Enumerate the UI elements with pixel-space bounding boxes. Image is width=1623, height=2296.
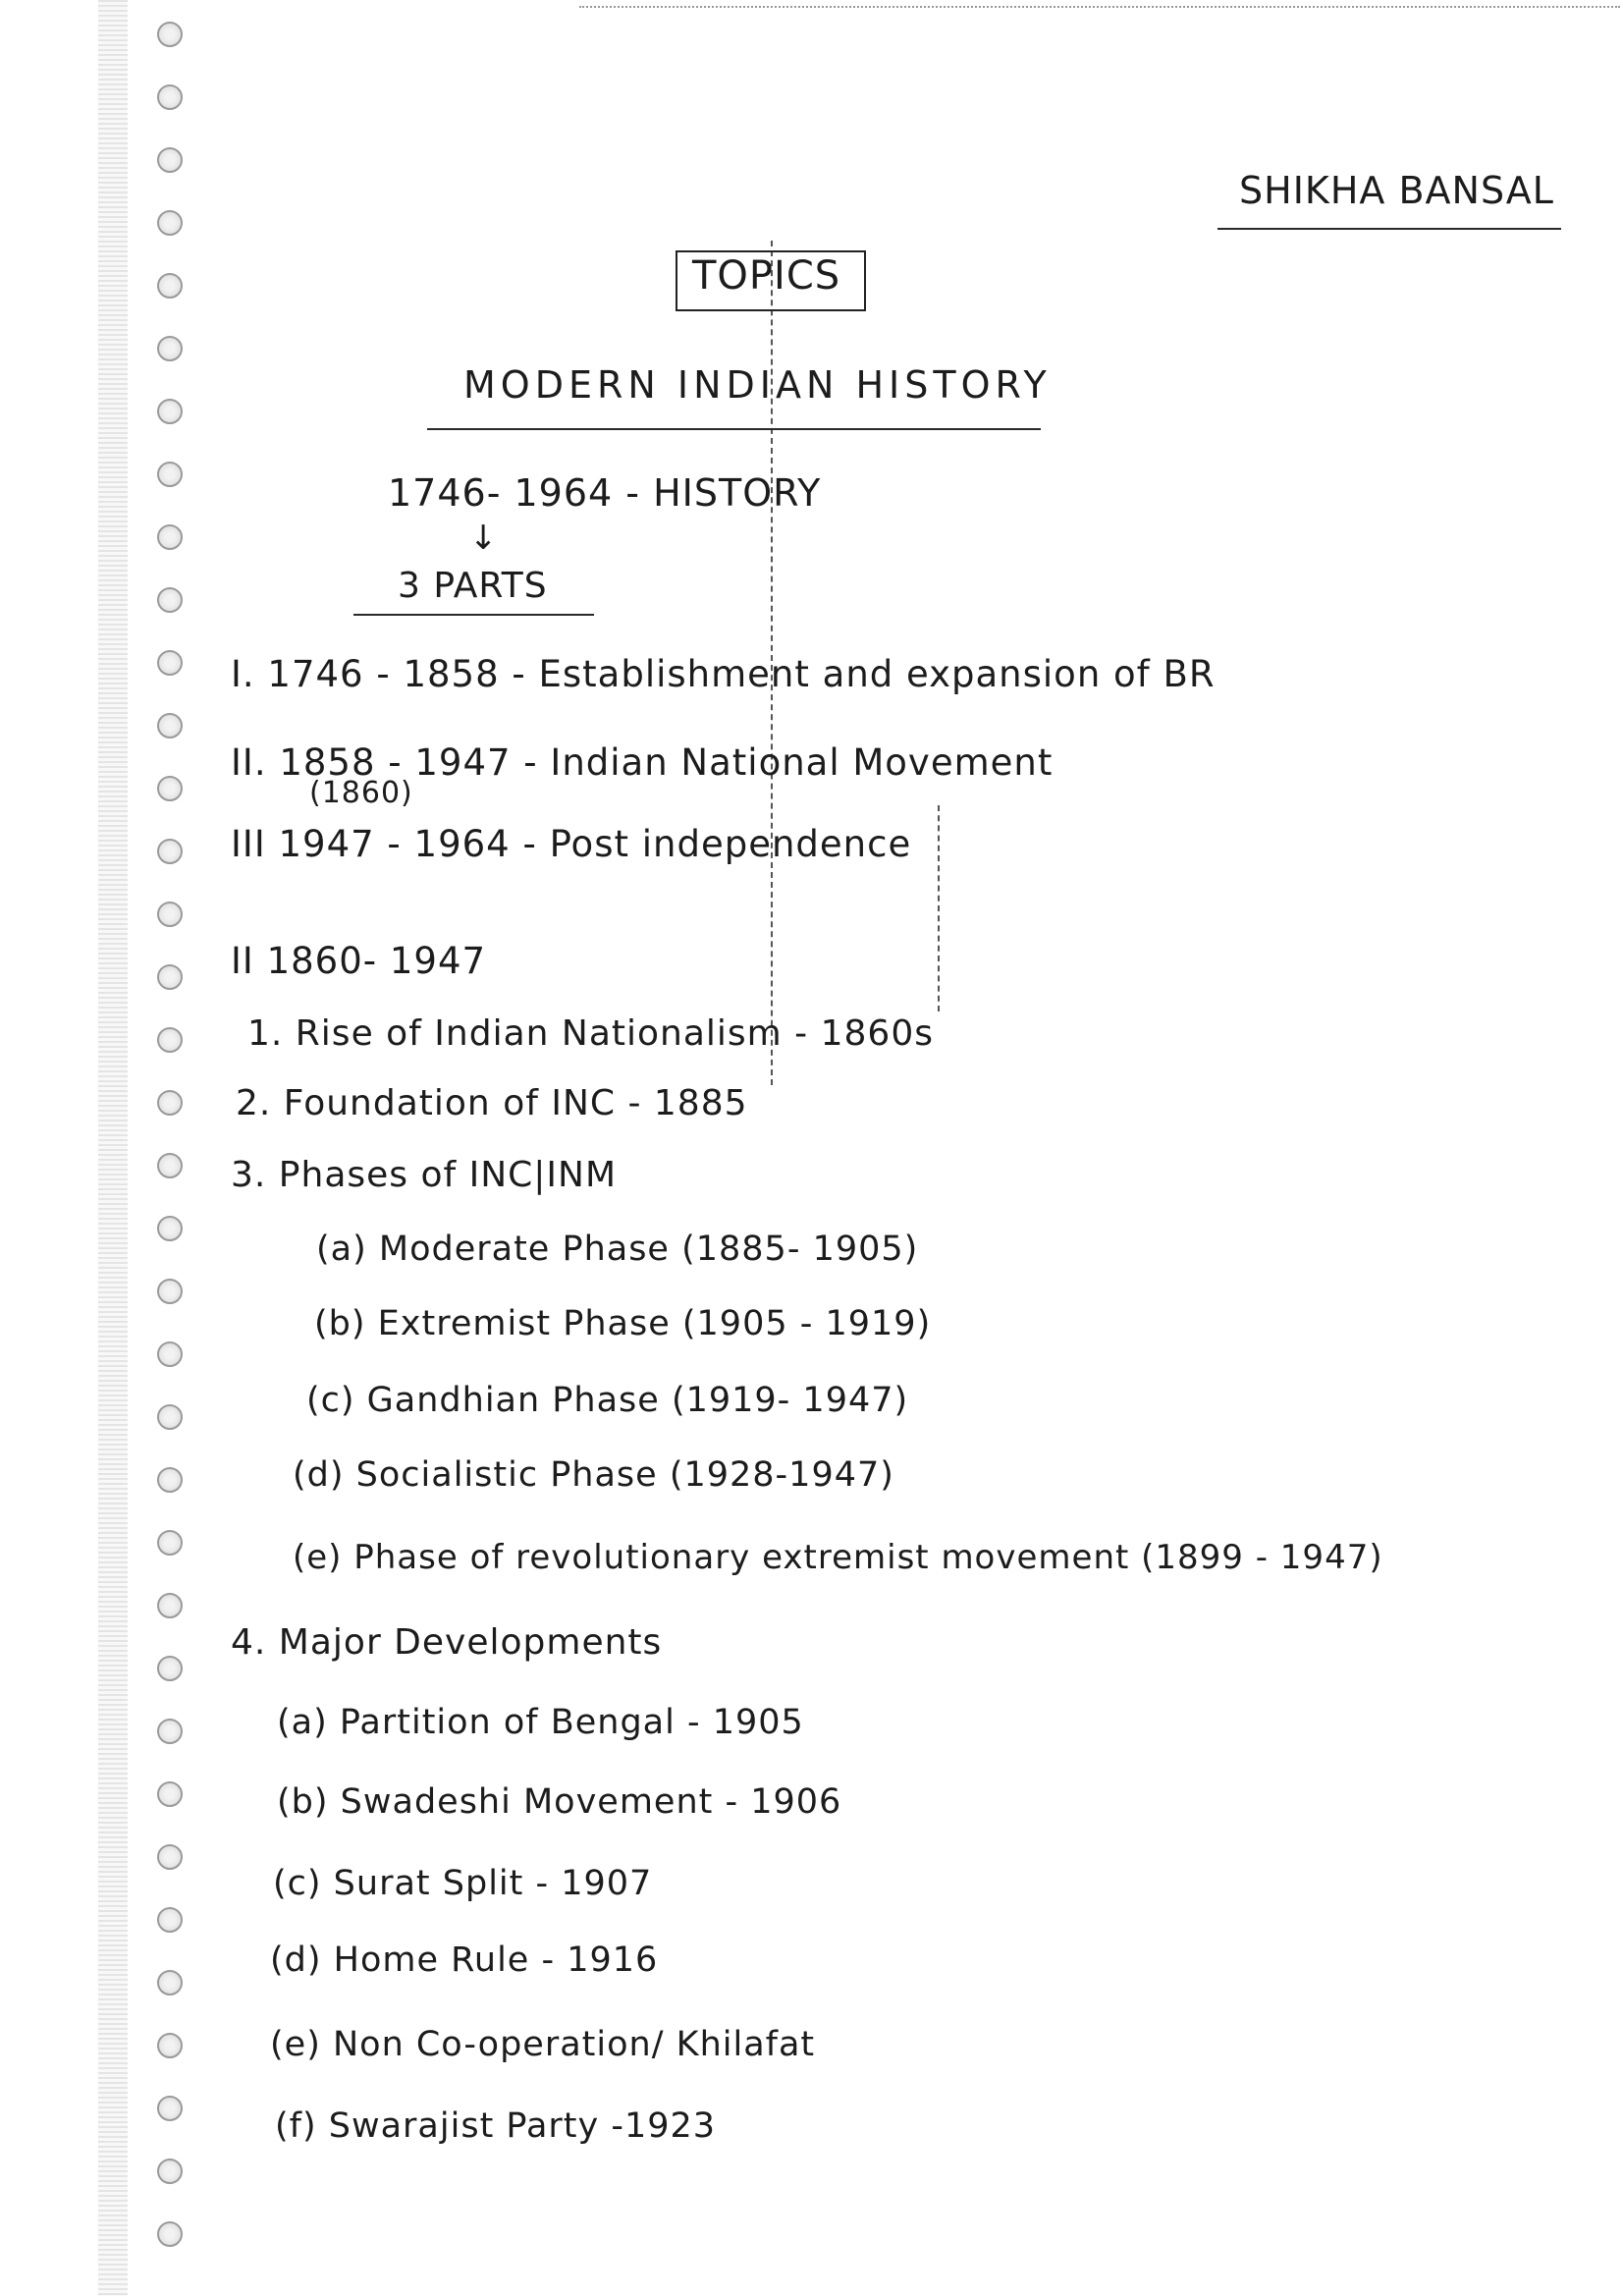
punch-hole xyxy=(157,1656,183,1681)
major-developments-title: 4. Major Developments xyxy=(231,1622,663,1663)
punch-hole xyxy=(157,84,183,110)
development-item: (d) Home Rule - 1916 xyxy=(270,1941,659,1980)
subject-title: MODERN INDIAN HISTORY xyxy=(463,363,1052,407)
phase-item: (d) Socialistic Phase (1928-1947) xyxy=(293,1455,894,1495)
period-line: I. 1746 - 1858 - Establishment and expansion of BR xyxy=(231,653,1216,695)
dashed-guide-line xyxy=(938,805,940,1011)
punch-hole xyxy=(157,2033,183,2058)
history-range: 1746- 1964 - HISTORY xyxy=(388,471,822,515)
top-edge-line xyxy=(579,6,1620,8)
punch-hole xyxy=(157,399,183,424)
development-item: (b) Swadeshi Movement - 1906 xyxy=(277,1782,842,1822)
list-item: 2. Foundation of INC - 1885 xyxy=(236,1083,748,1123)
punch-hole xyxy=(157,462,183,487)
punch-hole xyxy=(157,1341,183,1367)
punch-hole xyxy=(157,22,183,47)
development-item: (a) Partition of Bengal - 1905 xyxy=(277,1703,804,1742)
parts-underline xyxy=(353,614,594,616)
punch-hole xyxy=(157,1781,183,1807)
punch-hole xyxy=(157,1970,183,1995)
page-title: TOPICS xyxy=(692,253,841,299)
punch-hole xyxy=(157,776,183,801)
down-arrow-icon: ↓ xyxy=(469,519,499,558)
punch-hole xyxy=(157,1907,183,1933)
development-item: (e) Non Co-operation/ Khilafat xyxy=(270,2025,816,2064)
spiral-binding xyxy=(98,0,128,2296)
punch-hole xyxy=(157,1153,183,1178)
parts-label: 3 PARTS xyxy=(398,566,548,606)
phase-item: (b) Extremist Phase (1905 - 1919) xyxy=(314,1304,932,1343)
punch-hole xyxy=(157,1090,183,1116)
punch-hole xyxy=(157,1593,183,1618)
section-title: II 1860- 1947 xyxy=(231,940,487,982)
subject-underline xyxy=(427,428,1041,430)
punch-hole xyxy=(157,1404,183,1430)
punch-hole xyxy=(157,1216,183,1241)
development-item: (c) Surat Split - 1907 xyxy=(273,1864,653,1903)
punch-hole xyxy=(157,587,183,613)
punch-hole xyxy=(157,2096,183,2121)
punch-hole xyxy=(157,964,183,990)
punch-hole xyxy=(157,1530,183,1556)
punch-hole xyxy=(157,1467,183,1493)
punch-hole xyxy=(157,1844,183,1870)
punch-hole xyxy=(157,839,183,864)
punch-hole xyxy=(157,650,183,676)
punch-hole xyxy=(157,1027,183,1053)
punch-hole xyxy=(157,1719,183,1744)
period-note: (1860) xyxy=(309,776,413,810)
author-name: SHIKHA BANSAL xyxy=(1239,169,1554,212)
punch-hole xyxy=(157,273,183,299)
punch-hole xyxy=(157,2159,183,2184)
punch-hole xyxy=(157,902,183,927)
period-line: III 1947 - 1964 - Post independence xyxy=(231,823,912,865)
development-item: (f) Swarajist Party -1923 xyxy=(275,2106,717,2146)
punch-hole xyxy=(157,210,183,236)
phase-item: (e) Phase of revolutionary extremist movement (1899 - 1947) xyxy=(293,1538,1383,1577)
punch-hole xyxy=(157,336,183,361)
punch-hole xyxy=(157,1279,183,1304)
phase-item: (a) Moderate Phase (1885- 1905) xyxy=(316,1230,919,1269)
punch-hole xyxy=(157,713,183,738)
author-underline xyxy=(1217,228,1561,230)
punch-hole xyxy=(157,147,183,173)
punch-hole xyxy=(157,524,183,550)
punch-hole xyxy=(157,2221,183,2247)
list-item: 3. Phases of INC|INM xyxy=(231,1155,618,1195)
phase-item: (c) Gandhian Phase (1919- 1947) xyxy=(306,1381,909,1420)
period-line: II. 1858 - 1947 - Indian National Movement xyxy=(231,741,1054,784)
list-item: 1. Rise of Indian Nationalism - 1860s xyxy=(247,1013,934,1054)
